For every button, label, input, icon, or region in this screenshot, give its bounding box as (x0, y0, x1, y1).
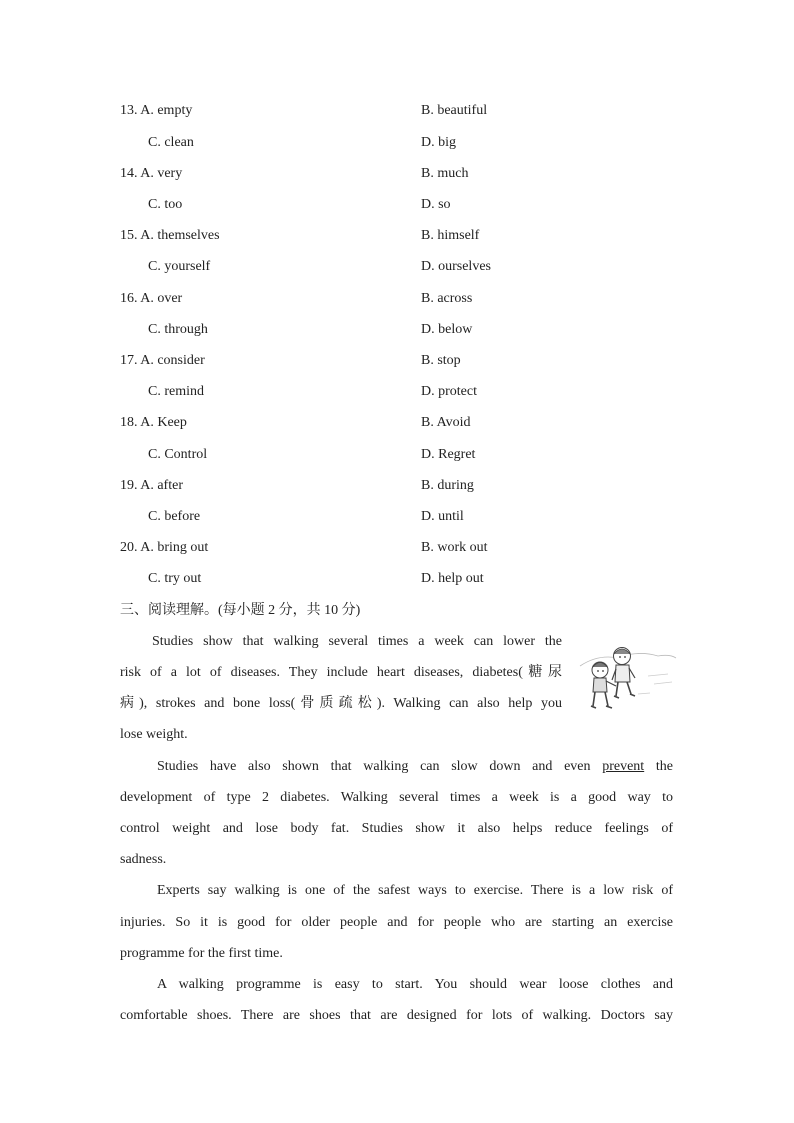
q13-option-c: C. clean (148, 135, 194, 150)
q18-option-d: D. Regret (421, 447, 476, 462)
q13-option-a: 13. A. empty (120, 103, 193, 118)
q16-option-b: B. across (421, 291, 473, 306)
q17-option-d: D. protect (421, 384, 477, 399)
q15-option-b: B. himself (421, 228, 480, 243)
paragraph-2-line-1: Studies have also shown that walking can slow down and even prevent the (157, 759, 673, 774)
q17-option-a: 17. A. consider (120, 353, 205, 368)
q20-option-a: 20. A. bring out (120, 540, 209, 555)
q17-option-b: B. stop (421, 353, 461, 368)
q18-option-c: C. Control (148, 447, 208, 462)
q19-option-c: C. before (148, 509, 201, 524)
q16-option-c: C. through (148, 322, 208, 337)
q17-option-c: C. remind (148, 384, 204, 399)
q16-option-a: 16. A. over (120, 291, 183, 306)
q13-option-d: D. big (421, 135, 456, 150)
q19-option-d: D. until (421, 509, 464, 524)
section-title-reading: 三、阅读理解。(每小题 2 分，共 10 分) (120, 603, 361, 618)
q19-option-a: 19. A. after (120, 478, 183, 493)
paragraph-3-line-2: injuries. So it is good for older people and for people who are starting an exercise (120, 915, 673, 930)
q14-option-d: D. so (421, 197, 451, 212)
q20-option-b: B. work out (421, 540, 488, 555)
q13-option-b: B. beautiful (421, 103, 488, 118)
q19-option-b: B. during (421, 478, 474, 493)
q20-option-d: D. help out (421, 571, 484, 586)
q14-option-a: 14. A. very (120, 166, 183, 181)
q15-option-c: C. yourself (148, 259, 211, 274)
paragraph-3-line-3: programme for the first time. (120, 946, 283, 961)
paragraph-4-line-1: A walking programme is easy to start. You should wear loose clothes and (157, 977, 673, 992)
paragraph-2-line-4: sadness. (120, 852, 167, 867)
q15-option-d: D. ourselves (421, 259, 491, 274)
paragraph-1-line-2: risk of a lot of diseases. They include heart diseases, diabetes(糖尿 (120, 665, 562, 680)
paragraph-2-line-3: control weight and lose body fat. Studies show it also helps reduce feelings of (120, 821, 673, 836)
paragraph-1-line-1: Studies show that walking several times a week can lower the (152, 634, 562, 649)
q18-option-b: B. Avoid (421, 415, 471, 430)
paragraph-1-line-3: 病), strokes and bone loss(骨质疏松). Walking can also help you (120, 696, 562, 711)
q15-option-a: 15. A. themselves (120, 228, 220, 243)
q14-option-b: B. much (421, 166, 469, 181)
q20-option-c: C. try out (148, 571, 202, 586)
paragraph-2-line-2: development of type 2 diabetes. Walking several times a week is a good way to (120, 790, 673, 805)
paragraph-3-line-1: Experts say walking is one of the safest ways to exercise. There is a low risk of (157, 883, 673, 898)
paragraph-4-line-2: comfortable shoes. There are shoes that are designed for lots of walking. Doctors say (120, 1008, 673, 1023)
q18-option-a: 18. A. Keep (120, 415, 187, 430)
underlined-word-prevent: prevent (602, 759, 645, 774)
walking-kids-illustration (578, 636, 678, 716)
paragraph-1-line-4: lose weight. (120, 727, 188, 742)
q14-option-c: C. too (148, 197, 183, 212)
q16-option-d: D. below (421, 322, 473, 337)
